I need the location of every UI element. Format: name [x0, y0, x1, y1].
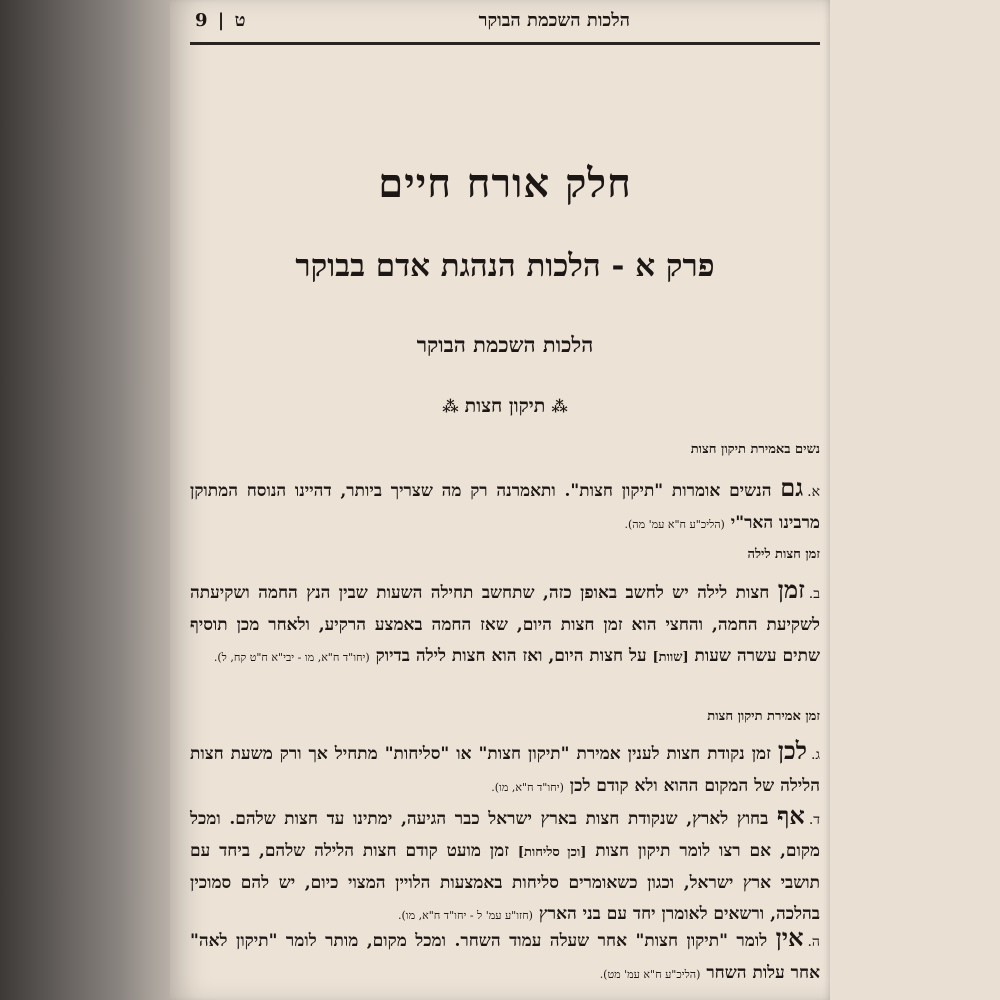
- header-rule: [190, 42, 820, 45]
- paragraph-sidehead: נשים באמירת תיקון חצות: [690, 442, 820, 457]
- page-number: ט | 9: [195, 10, 248, 31]
- bracketed-insert: [וכן סליחות]: [517, 845, 587, 860]
- paragraph-number: ה.: [807, 934, 820, 950]
- chapter-title: פרק א - הלכות הנהגת אדם בבוקר: [295, 248, 715, 284]
- paragraph-text: לומר "תיקון חצות" אחר שעלה עמוד השחר. ומכל מקום, מותר לומר "תיקון לאה" אחר עלות השחר: [190, 931, 820, 983]
- paragraph-text: זמן נקודת חצות לענין אמירת "תיקון חצות" או "סליחות" מתחיל אך ורק משעת חצות הלילה של המקום ההוא ולא קודם לכן: [190, 744, 820, 796]
- bracketed-insert: [שוות]: [652, 650, 689, 665]
- section-title: הלכות השכמת הבוקר: [416, 332, 594, 357]
- ornament-icon: ⁂: [442, 397, 459, 416]
- source-citation: (הליכ"ע ח"א עמ' מה).: [624, 518, 725, 531]
- paragraph-number: ד.: [808, 812, 820, 828]
- paragraph-number: ג.: [810, 747, 821, 763]
- paragraph: [190, 735, 820, 803]
- opening-word: לכן: [777, 736, 807, 765]
- running-head-title: הלכות השכמת הבוקר: [478, 10, 630, 31]
- opening-word: אין: [775, 923, 804, 952]
- paragraph: [190, 472, 820, 540]
- source-citation: (הליכ"ע ח"א עמ' מט).: [599, 968, 701, 981]
- source-citation: (יחו"ד ח"א, מו - יבי"א ח"ט קח, ל).: [213, 651, 370, 664]
- ornament-icon: ⁂: [551, 397, 568, 416]
- running-head: [190, 4, 820, 36]
- paragraph-text: חצות לילה יש לחשב באופן כזה, שתחשב תחילה השעות שבין הנץ החמה ושקיעתה לשקיעת החמה, והחצי הוא זמן חצות היום, שאז החמה באמצע הרקיע, ולאחר מכן תוסיף שתים עשרה שעות: [190, 583, 820, 666]
- subsection-title: [190, 395, 820, 418]
- paragraph-sidehead: זמן חצות לילה: [747, 547, 820, 562]
- paragraph-text: בחוץ לארץ, שנקודת חצות בארץ ישראל כבר הגיעה, ימתינו עד חצות שלהם. ומכל מקום, אם רצו לומר תיקון חצות: [190, 809, 820, 861]
- paragraph-text-continued: על חצות היום, ואז הוא חצות לילה בדיוק: [375, 646, 647, 666]
- opening-word: זמן: [777, 575, 805, 604]
- paragraph: [190, 574, 820, 673]
- paragraph-number: ב.: [808, 586, 820, 602]
- source-citation: (חזו"ע עמ' ל - יחו"ד ח"א, מו).: [398, 909, 533, 922]
- subsection-label: תיקון חצות: [464, 395, 546, 417]
- book-gutter: [0, 0, 170, 1000]
- paragraph-sidehead: זמן אמירת תיקון חצות: [707, 709, 820, 724]
- paragraph-text-continued: זמן מועט קודם חצות הלילה שלהם, ביחד עם תושבי ארץ ישראל, וכגון כשאומרים סליחות באמצעות הלויין המצוי כיום, יש להם סמוכין בהלכה, ורשאים לאומרן יחד עם בני הארץ: [190, 841, 820, 924]
- paragraph: [190, 922, 820, 990]
- page-content: [190, 0, 820, 1000]
- source-citation: (יחו"ד ח"א, מו).: [491, 781, 564, 794]
- opening-word: גם: [780, 473, 804, 502]
- paragraph: [190, 800, 820, 931]
- part-title: חלק אורח חיים: [378, 160, 632, 207]
- paragraph-text: הנשים אומרות "תיקון חצות". ותאמרנה רק מה שצריך ביותר, דהיינו הנוסח המתוקן מרבינו האר"י: [190, 481, 820, 533]
- facing-page-edge: [830, 0, 1000, 1000]
- opening-word: אף: [776, 801, 805, 830]
- paragraph-number: א.: [807, 484, 820, 500]
